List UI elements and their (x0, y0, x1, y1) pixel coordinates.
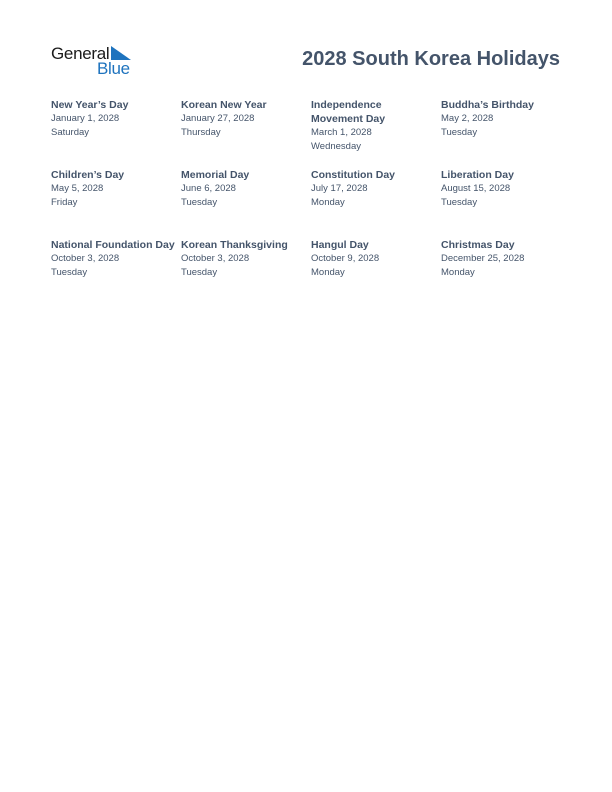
holiday-item (311, 98, 441, 168)
holiday-name: Christmas Day (441, 239, 515, 251)
logo-text-blue: Blue (97, 59, 130, 78)
holiday-item (311, 238, 441, 308)
holiday-item (51, 168, 181, 238)
holiday-date: January 1, 2028 (51, 113, 120, 124)
holiday-date: July 17, 2028 (311, 183, 368, 194)
holiday-date: June 6, 2028 (181, 183, 236, 194)
holiday-weekday: Saturday (51, 127, 90, 138)
holiday-date: May 2, 2028 (441, 113, 494, 124)
holiday-item (51, 238, 181, 308)
holiday-name: Memorial Day (181, 169, 250, 181)
holiday-item (441, 168, 571, 238)
holiday-weekday: Monday (441, 267, 475, 278)
holiday-name: Liberation Day (441, 169, 514, 181)
generalblue-logo (51, 44, 135, 78)
holiday-name: Independence Movement Day (311, 99, 386, 125)
holiday-date: March 1, 2028 (311, 127, 372, 138)
holiday-item (181, 238, 311, 308)
holiday-weekday: Friday (51, 197, 78, 208)
holiday-date: October 9, 2028 (311, 253, 380, 264)
page-title: 2028 South Korea Holidays (302, 48, 560, 70)
holiday-weekday: Thursday (181, 127, 221, 138)
holiday-date: January 27, 2028 (181, 113, 255, 124)
holiday-weekday: Tuesday (441, 197, 478, 208)
holiday-name: Korean Thanksgiving (181, 239, 288, 251)
holiday-weekday: Tuesday (181, 267, 218, 278)
holiday-name: Hangul Day (311, 239, 369, 251)
holiday-name: Constitution Day (311, 169, 395, 181)
logo-text-general: General (51, 44, 110, 63)
holiday-item (311, 168, 441, 238)
holiday-item (181, 98, 311, 168)
holiday-name: Buddha’s Birthday (441, 99, 534, 111)
holiday-name: Korean New Year (181, 99, 267, 111)
holiday-item (51, 98, 181, 168)
holiday-weekday: Monday (311, 197, 345, 208)
holiday-item (441, 98, 571, 168)
holiday-grid (51, 98, 571, 308)
holiday-date: August 15, 2028 (441, 183, 511, 194)
holiday-weekday: Wednesday (311, 141, 361, 152)
holiday-weekday: Tuesday (181, 197, 218, 208)
holiday-date: December 25, 2028 (441, 253, 525, 264)
holiday-weekday: Monday (311, 267, 345, 278)
holiday-date: October 3, 2028 (181, 253, 250, 264)
holiday-weekday: Tuesday (51, 267, 88, 278)
holiday-name: New Year’s Day (51, 99, 129, 111)
holiday-item (181, 168, 311, 238)
holiday-item (441, 238, 571, 308)
holiday-weekday: Tuesday (441, 127, 478, 138)
holiday-name: National Foundation Day (51, 239, 175, 251)
logo-triangle-icon (111, 46, 131, 60)
holiday-date: May 5, 2028 (51, 183, 104, 194)
holiday-date: October 3, 2028 (51, 253, 120, 264)
holiday-name: Children’s Day (51, 169, 125, 181)
